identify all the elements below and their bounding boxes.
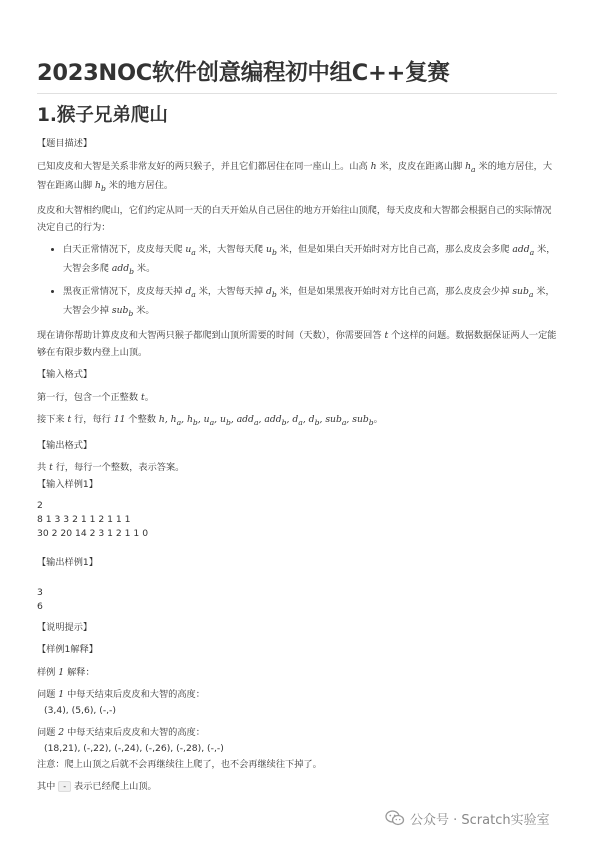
section-heading: 1.猴子兄弟爬山 [37,105,168,126]
input-format-line-1: 第一行，包含一个正整数 t。 [37,391,154,403]
question-2-line: 问题 2 中每天结束后皮皮和大智的高度： [37,727,205,739]
question-1-block [37,687,557,719]
output-sample-line: 6 [37,600,43,612]
intro-paragraph: 已知皮皮和大智是关系非常友好的两只猴子，并且它们都居住在同一座山上。山高 h 米，皮皮在距离山脚 $h_a$ 米的地方居住，大智在距离山脚 $h_b$ 米的地方居住。 [37,160,553,193]
question-2-block [37,725,557,773]
watermark-text: 公众号 · Scratch实验室 [410,812,550,828]
input-sample-heading: 【输入样例1】 [37,478,98,490]
watermark [385,807,550,829]
input-variables-formula: h, $h_a$, $h_b$, $u_a$, $u_b$, add$_a$, add$_b$, $d_a$, $d_b$, sub$_a$, sub$_b$ [158,414,374,428]
input-sample-block [37,499,557,541]
question-1-line: 问题 1 中每天结束后皮皮和大智的高度： [37,689,205,701]
note-line: 注意：爬上山顶之后就不会再继续往上爬了，也不会再继续往下掉了。 [37,759,322,771]
sample-explanation-line: 样例 1 解释： [37,666,95,678]
rules-list [37,242,557,322]
input-format-line-2: 接下来 t 行，每行 11 个整数 h, $h_a$, $h_b$, $u_a$, $u_b$, add$_a$, add$_b$, $d_a$, $d_b$, sub$_a$, sub$_b$。 [37,414,383,428]
wechat-icon [385,810,405,826]
input-format-heading: 【输入格式】 [37,369,93,381]
dash-explanation-line: 其中 - 表示已经爬上山顶。 [37,781,157,793]
hint-heading: 【说明提示】 [37,621,93,633]
document-page [37,55,557,802]
document-title: 2023NOC软件创意编程初中组C++复赛 [37,60,450,86]
output-format-heading: 【输出格式】 [37,439,93,451]
rules-intro-paragraph: 皮皮和大智相约爬山，它们约定从同一天的白天开始从自己居住的地方开始往山顶爬，每天皮皮和大智都会根据自己的实际情况决定自己的行为： [37,205,552,233]
daytime-rule: • 白天正常情况下，皮皮每天爬 $u_a$ 米，大智每天爬 $u_b$ 米，但是如果白天开始时对方比自己高，那么皮皮会多爬 add$_a$ 米，大智会多爬 add$_b$ 米。 [63,242,557,281]
output-sample-heading: 【输出样例1】 [37,557,98,569]
sample-explanation-heading: 【样例1解释】 [37,644,98,656]
title-divider [37,93,557,94]
nighttime-rule: • 黑夜正常情况下，皮皮每天掉 $d_a$ 米，大智每天掉 $d_b$ 米，但是如果黑夜开始时对方比自己高，那么皮皮会少掉 sub$_a$ 米，大智会少掉 sub$_b$ 米。 [63,284,557,323]
dash-code: - [58,781,71,792]
task-paragraph: 现在请你帮助计算皮皮和大智两只猴子都爬到山顶所需要的时间（天数），你需要回答 t 个这样的问题。数据数据保证两人一定能够在有限步数内登上山顶。 [37,330,557,358]
question-2-values: (18,21), (-,22), (-,24), (-,26), (-,28), (-,-) [44,743,224,755]
input-sample-line: 30 2 20 14 2 3 1 2 1 1 0 [37,528,149,540]
input-sample-line: 2 [37,500,43,512]
input-sample-line: 8 1 3 3 2 1 1 2 1 1 1 [37,514,131,526]
output-format-line: 共 t 行，每行一个整数，表示答案。 [37,462,185,474]
problem-description-heading: 【题目描述】 [37,138,93,149]
output-sample-block [37,586,557,614]
question-1-values: (3,4), (5,6), (-,-) [44,705,116,717]
output-sample-line: 3 [37,586,43,598]
